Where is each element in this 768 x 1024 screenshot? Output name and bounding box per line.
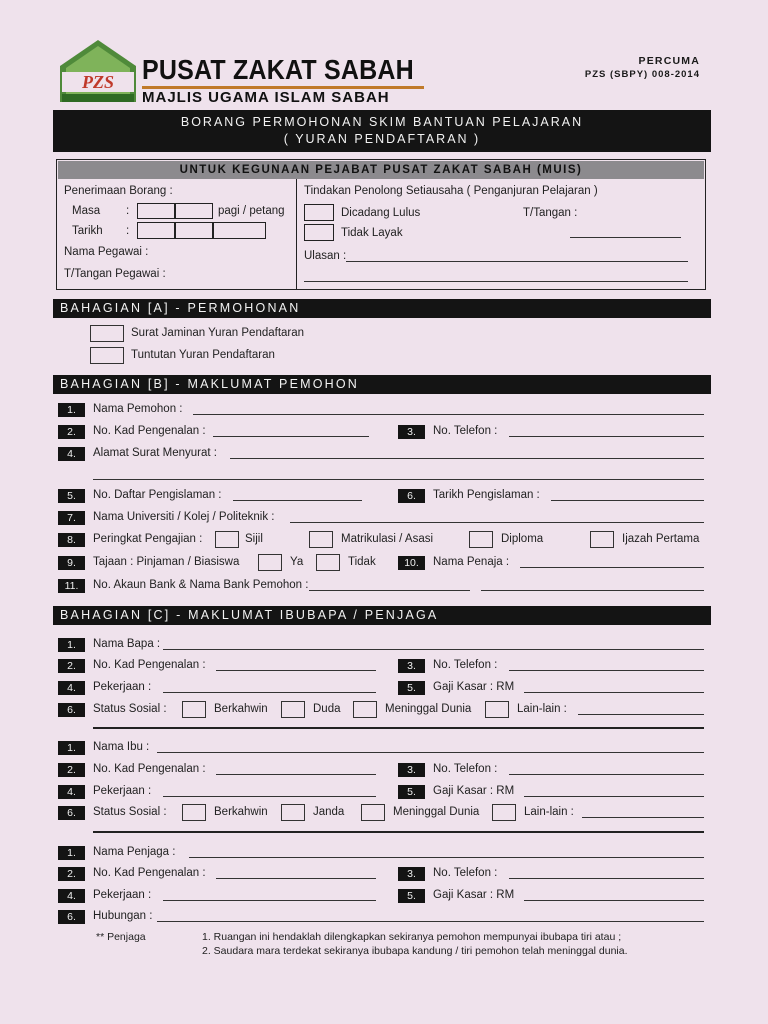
dicadang-lulus-checkbox[interactable] [304, 204, 334, 221]
ibu-lain-checkbox[interactable] [492, 804, 516, 821]
bapa-kp-label: No. Kad Pengenalan : [93, 659, 206, 671]
bapa-tel-field[interactable] [509, 670, 704, 671]
diploma-checkbox[interactable] [469, 531, 493, 548]
bapa-gaji-field[interactable] [524, 692, 704, 693]
item-number: 5. [58, 489, 85, 503]
org-subtitle: MAJLIS UGAMA ISLAM SABAH [142, 89, 390, 106]
bapa-gaji-label: Gaji Kasar : RM [433, 681, 515, 693]
tidak-layak-checkbox[interactable] [304, 224, 334, 241]
alamat-field-2[interactable] [93, 479, 704, 480]
hubungan-field[interactable] [157, 921, 704, 922]
penaja-field[interactable] [520, 567, 704, 568]
ibu-pekerjaan-label: Pekerjaan : [93, 785, 152, 797]
daftar-pengislaman-field[interactable] [233, 500, 362, 501]
dicadang-lulus-label: Dicadang Lulus [341, 207, 421, 219]
masa-minute-box[interactable] [175, 203, 213, 219]
penjaga-gaji-label: Gaji Kasar : RM [433, 889, 515, 901]
ijazah-checkbox[interactable] [590, 531, 614, 548]
item-number: 2. [58, 659, 85, 673]
item-number: 8. [58, 533, 85, 547]
bapa-meninggal-label: Meninggal Dunia [385, 703, 472, 715]
tajaan-ya-label: Ya [290, 556, 304, 568]
akaun-bank-label: No. Akaun Bank & Nama Bank Pemohon : [93, 579, 309, 591]
ibu-status-label: Status Sosial : [93, 806, 167, 818]
bapa-lain-label: Lain-lain : [517, 703, 567, 715]
item-number: 1. [58, 403, 85, 417]
tarikh-label: Tarikh [72, 225, 103, 237]
universiti-label: Nama Universiti / Kolej / Politeknik : [93, 511, 275, 523]
tajaan-ya-checkbox[interactable] [258, 554, 282, 571]
form-title-line1: BORANG PERMOHONAN SKIM BANTUAN PELAJARAN [180, 115, 584, 129]
masa-colon: : [126, 205, 130, 217]
ttangan-line[interactable] [570, 237, 681, 238]
tajaan-tidak-checkbox[interactable] [316, 554, 340, 571]
peringkat-label: Peringkat Pengajian : [93, 533, 203, 545]
pagi-petang-label: pagi / petang [218, 205, 285, 217]
ibu-gaji-field[interactable] [524, 796, 704, 797]
bapa-pekerjaan-label: Pekerjaan : [93, 681, 152, 693]
item-number: 2. [58, 867, 85, 881]
ulasan-label: Ulasan : [304, 250, 347, 262]
tuntutan-yuran-label: Tuntutan Yuran Pendaftaran [131, 349, 275, 361]
divider [93, 831, 704, 833]
telefon-label: No. Telefon : [433, 425, 498, 437]
nama-bapa-label: Nama Bapa : [93, 638, 161, 650]
penjaga-pekerjaan-field[interactable] [163, 900, 376, 901]
surat-jaminan-checkbox[interactable] [90, 325, 124, 342]
bapa-kp-field[interactable] [216, 670, 376, 671]
item-number: 3. [398, 763, 425, 777]
bapa-tel-label: No. Telefon : [433, 659, 498, 671]
org-title: PUSAT ZAKAT SABAH [142, 54, 414, 86]
sijil-checkbox[interactable] [215, 531, 239, 548]
item-number: 4. [58, 447, 85, 461]
pzs-logo [56, 36, 140, 104]
matrikulasi-checkbox[interactable] [309, 531, 333, 548]
tindakan-label: Tindakan Penolong Setiausaha ( Penganjuran Pelajaran ) [304, 185, 598, 197]
ttangan-pegawai-label: T/Tangan Pegawai : [64, 268, 166, 280]
ibu-janda-label: Janda [313, 806, 345, 818]
tajaan-tidak-label: Tidak [348, 556, 376, 568]
section-c-heading: BAHAGIAN [C] - MAKLUMAT IBUBAPA / PENJAGA [53, 606, 711, 625]
ttangan-label: T/Tangan : [523, 207, 578, 219]
divider [93, 727, 704, 729]
ibu-tel-field[interactable] [509, 774, 704, 775]
tidak-layak-label: Tidak Layak [341, 227, 403, 239]
nama-ibu-field[interactable] [157, 752, 704, 753]
section-b-heading: BAHAGIAN [B] - MAKLUMAT PEMOHON [53, 375, 711, 394]
tajaan-label: Tajaan : Pinjaman / Biasiswa [93, 556, 240, 568]
penjaga-kp-label: No. Kad Pengenalan : [93, 867, 206, 879]
form-title-bar [53, 110, 711, 152]
nama-pegawai-label: Nama Pegawai : [64, 246, 149, 258]
item-number: 3. [398, 867, 425, 881]
penjaga-pekerjaan-label: Pekerjaan : [93, 889, 152, 901]
penerimaan-label: Penerimaan Borang : [64, 185, 173, 197]
masa-hour-box[interactable] [137, 203, 175, 219]
bapa-pekerjaan-field[interactable] [163, 692, 376, 693]
akaun-bank-field-1[interactable] [309, 590, 470, 591]
document-code: PZS (SBPY) 008-2014 [584, 69, 700, 80]
bapa-duda-label: Duda [313, 703, 341, 715]
ibu-lain-field[interactable] [582, 817, 704, 818]
ibu-lain-label: Lain-lain : [524, 806, 574, 818]
item-number: 10. [398, 556, 425, 570]
item-number: 4. [58, 681, 85, 695]
nama-penjaga-label: Nama Penjaga : [93, 846, 176, 858]
svg-text:PZS: PZS [81, 72, 115, 92]
item-number: 7. [58, 511, 85, 525]
item-number: 5. [398, 681, 425, 695]
item-number: 3. [398, 659, 425, 673]
tuntutan-yuran-checkbox[interactable] [90, 347, 124, 364]
universiti-field[interactable] [290, 522, 704, 523]
ibu-meninggal-label: Meninggal Dunia [393, 806, 480, 818]
surat-jaminan-label: Surat Jaminan Yuran Pendaftaran [131, 327, 305, 339]
penjaga-gaji-field[interactable] [524, 900, 704, 901]
ibu-kp-label: No. Kad Pengenalan : [93, 763, 206, 775]
daftar-pengislaman-label: No. Daftar Pengislaman : [93, 489, 222, 501]
akaun-bank-field-2[interactable] [481, 590, 704, 591]
alamat-label: Alamat Surat Menyurat : [93, 447, 217, 459]
bapa-status-label: Status Sosial : [93, 703, 167, 715]
ijazah-label: Ijazah Pertama [622, 533, 700, 545]
penjaga-tel-label: No. Telefon : [433, 867, 498, 879]
tarikh-day-box[interactable] [137, 222, 175, 239]
ibu-berkahwin-label: Berkahwin [214, 806, 268, 818]
item-number: 6. [58, 910, 85, 924]
penjaga-note-2: 2. Saudara mara terdekat sekiranya ibubapa kandung / tiri pemohon telah meninggal dunia. [202, 945, 628, 957]
penjaga-tel-field[interactable] [509, 878, 704, 879]
office-divider [296, 179, 297, 290]
ibu-meninggal-checkbox[interactable] [361, 804, 385, 821]
item-number: 6. [58, 806, 85, 820]
percuma-label: PERCUMA [638, 55, 700, 67]
bapa-berkahwin-checkbox[interactable] [182, 701, 206, 718]
nama-penjaga-field[interactable] [189, 857, 704, 858]
penaja-label: Nama Penaja : [433, 556, 510, 568]
kad-pengenalan-field[interactable] [213, 436, 369, 437]
ibu-kp-field[interactable] [216, 774, 376, 775]
form-title-line2: ( YURAN PENDAFTARAN ) [283, 132, 481, 146]
nama-ibu-label: Nama Ibu : [93, 741, 150, 753]
sijil-label: Sijil [245, 533, 263, 545]
tarikh-year-box[interactable] [213, 222, 266, 239]
bapa-duda-checkbox[interactable] [281, 701, 305, 718]
nama-bapa-field[interactable] [163, 649, 704, 650]
item-number: 9. [58, 556, 85, 570]
bapa-lain-field[interactable] [578, 714, 704, 715]
ulasan-line-1[interactable] [346, 261, 688, 262]
tarikh-pengislaman-field[interactable] [551, 500, 704, 501]
item-number: 11. [58, 579, 85, 593]
item-number: 2. [58, 425, 85, 439]
penjaga-note-1: 1. Ruangan ini hendaklah dilengkapkan sekiranya pemohon mempunyai ibubapa tiri atau ; [202, 931, 622, 943]
ibu-gaji-label: Gaji Kasar : RM [433, 785, 515, 797]
ibu-berkahwin-checkbox[interactable] [182, 804, 206, 821]
item-number: 6. [398, 489, 425, 503]
tarikh-pengislaman-label: Tarikh Pengislaman : [433, 489, 540, 501]
item-number: 5. [398, 785, 425, 799]
penjaga-note-label: ** Penjaga [96, 931, 146, 943]
office-use-heading: UNTUK KEGUNAAN PEJABAT PUSAT ZAKAT SABAH (MUIS) [58, 161, 704, 179]
diploma-label: Diploma [501, 533, 544, 545]
nama-pemohon-label: Nama Pemohon : [93, 403, 183, 415]
item-number: 1. [58, 741, 85, 755]
ibu-tel-label: No. Telefon : [433, 763, 498, 775]
item-number: 2. [58, 763, 85, 777]
bapa-berkahwin-label: Berkahwin [214, 703, 268, 715]
tarikh-month-box[interactable] [175, 222, 213, 239]
bapa-meninggal-checkbox[interactable] [353, 701, 377, 718]
matrikulasi-label: Matrikulasi / Asasi [341, 533, 434, 545]
alamat-field-1[interactable] [230, 458, 704, 459]
item-number: 5. [398, 889, 425, 903]
telefon-field[interactable] [509, 436, 704, 437]
ibu-janda-checkbox[interactable] [281, 804, 305, 821]
item-number: 1. [58, 638, 85, 652]
item-number: 4. [58, 785, 85, 799]
item-number: 4. [58, 889, 85, 903]
item-number: 3. [398, 425, 425, 439]
kad-pengenalan-label: No. Kad Pengenalan : [93, 425, 206, 437]
nama-pemohon-field[interactable] [193, 414, 704, 415]
item-number: 6. [58, 703, 85, 717]
masa-label: Masa [72, 205, 101, 217]
bapa-lain-checkbox[interactable] [485, 701, 509, 718]
section-a-heading: BAHAGIAN [A] - PERMOHONAN [53, 299, 711, 318]
item-number: 1. [58, 846, 85, 860]
ibu-pekerjaan-field[interactable] [163, 796, 376, 797]
ulasan-line-2[interactable] [304, 281, 688, 282]
tarikh-colon: : [126, 225, 130, 237]
penjaga-kp-field[interactable] [216, 878, 376, 879]
hubungan-label: Hubungan : [93, 910, 153, 922]
